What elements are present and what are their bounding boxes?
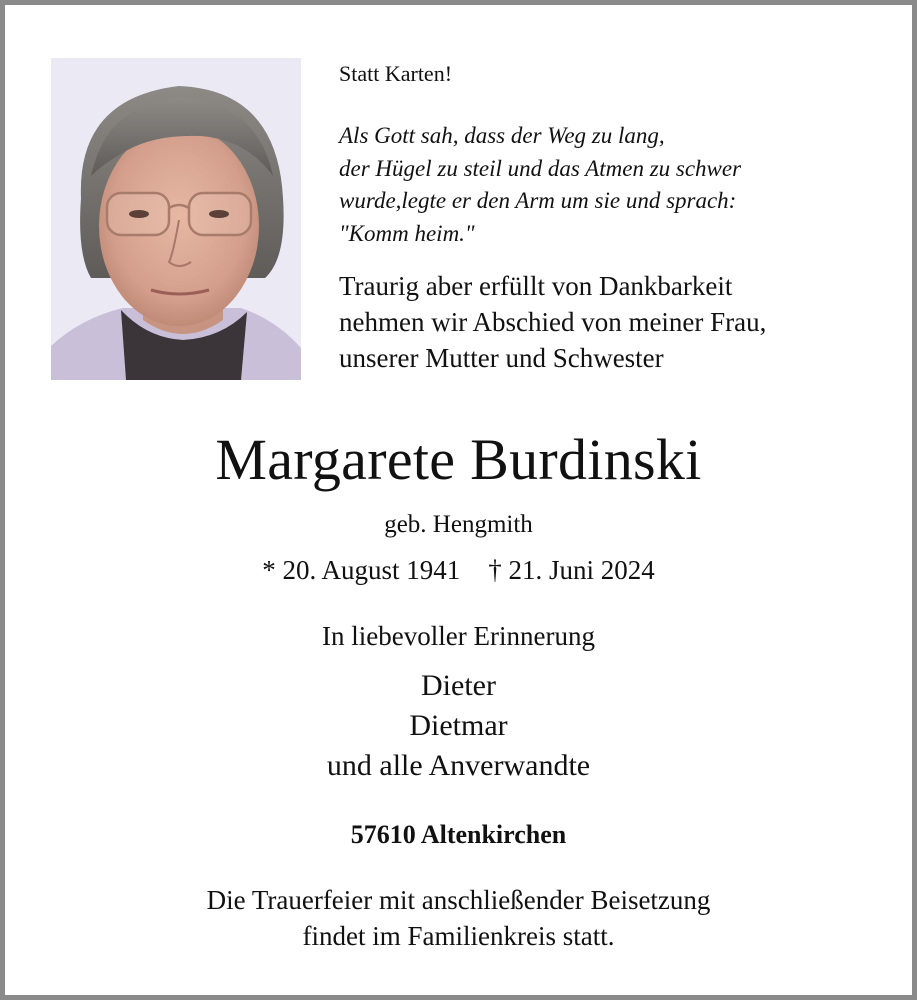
mourners-list <box>5 666 912 786</box>
death-date: † 21. Juni 2024 <box>488 555 655 585</box>
mourner-name: Dieter <box>421 669 496 702</box>
mourner-name: und alle Anverwandte <box>326 749 591 782</box>
service-line: Die Trauerfeier mit anschließender Beisetzung <box>206 885 711 915</box>
poem-line: "Komm heim." <box>339 220 475 246</box>
poem-line: wurde,legte er den Arm um sie und sprach: <box>339 188 737 213</box>
birth-date: * 20. August 1941 <box>262 555 461 585</box>
portrait-photo <box>51 58 301 380</box>
farewell-text <box>339 268 899 376</box>
statt-karten-heading: Statt Karten! <box>339 61 453 86</box>
mourner-name: Dietmar <box>409 709 508 742</box>
poem-line: der Hügel zu steil und das Atmen zu schwer <box>339 155 742 181</box>
poem-line: Als Gott sah, dass der Weg zu lang, <box>339 123 665 148</box>
farewell-line: unserer Mutter und Schwester <box>339 343 664 373</box>
poem <box>339 120 899 250</box>
service-notice <box>5 882 912 954</box>
life-dates <box>5 551 912 589</box>
location: 57610 Altenkirchen <box>350 820 567 849</box>
deceased-name: Margarete Burdinski <box>215 427 702 492</box>
farewell-line: nehmen wir Abschied von meiner Frau, <box>339 307 767 337</box>
intro-block <box>339 60 899 376</box>
farewell-line: Traurig aber erfüllt von Dankbarkeit <box>339 271 733 301</box>
memory-line: In liebevoller Erinnerung <box>322 621 595 651</box>
birth-name: geb. Hengmith <box>384 511 533 538</box>
service-line: findet im Familienkreis statt. <box>302 921 615 951</box>
